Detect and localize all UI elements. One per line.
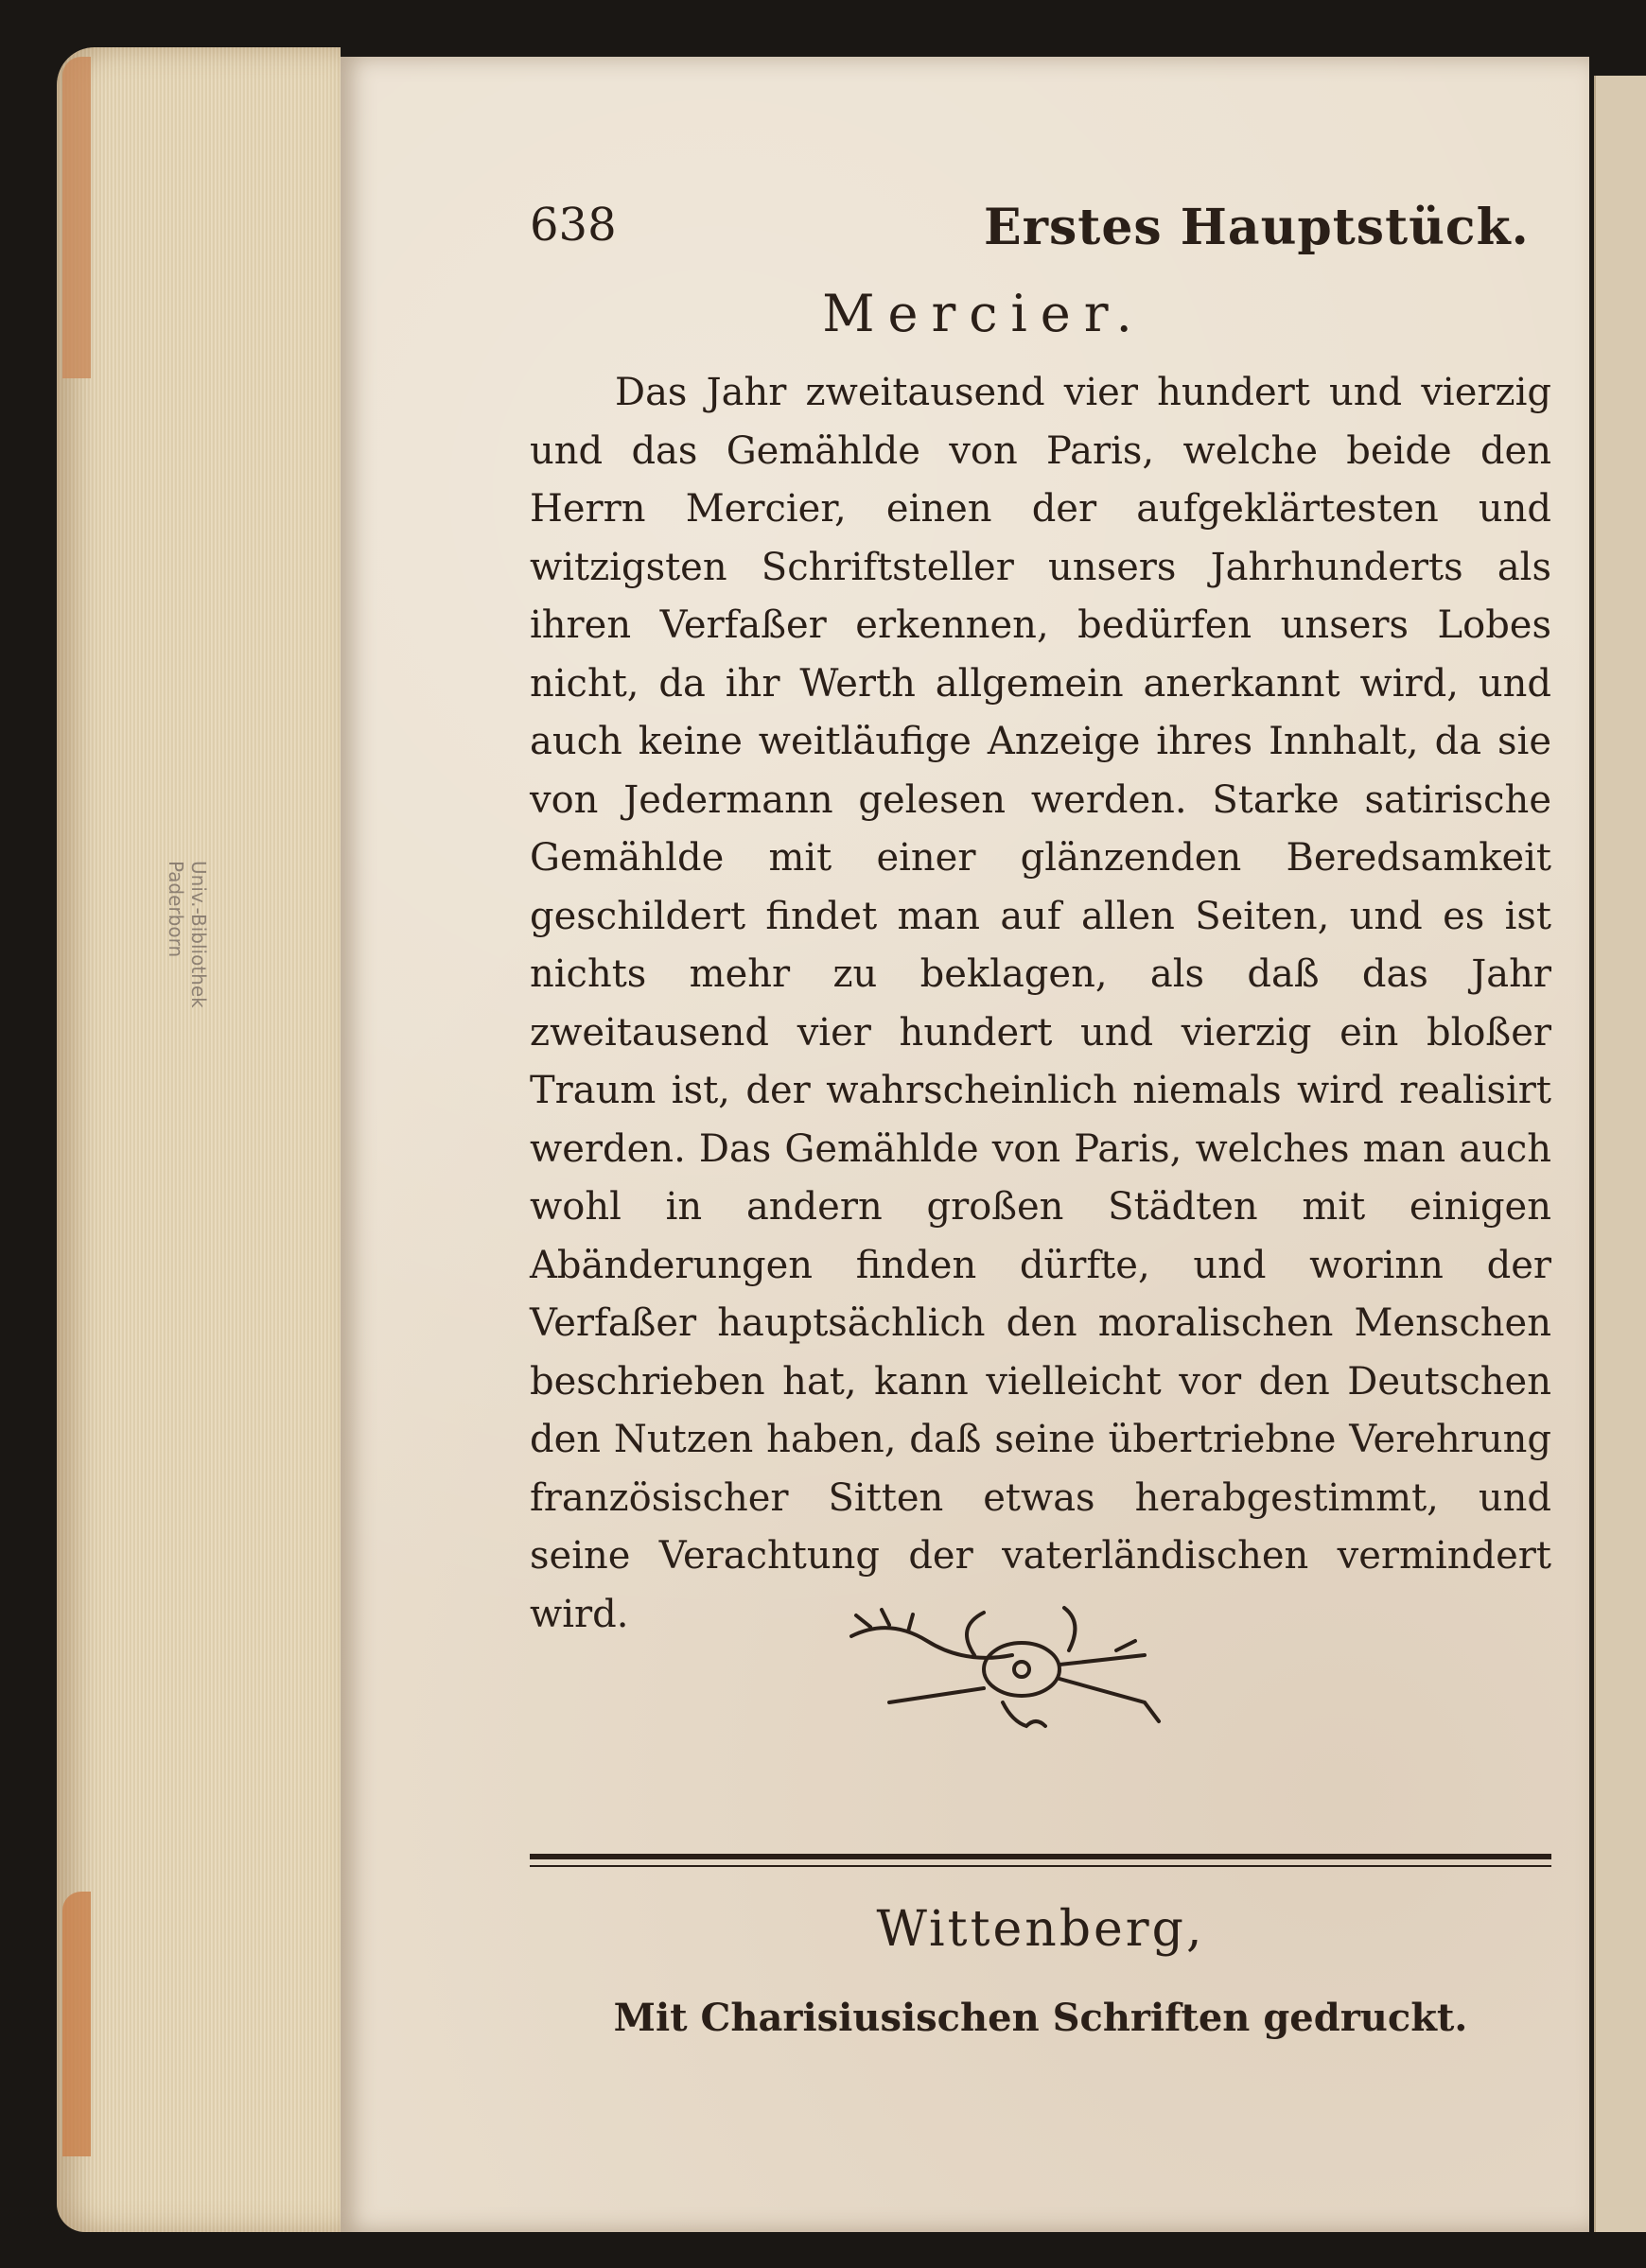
book-page [341,57,1589,2232]
running-head: Erstes Hauptstück. [984,199,1530,256]
facing-page-edge [1594,76,1646,2232]
binding-corner-top [62,57,91,378]
library-stamp-line2: Paderborn [165,861,187,958]
book-fore-edge [57,47,341,2232]
binding-corner-bottom [62,1892,91,2156]
imprint-city: Wittenberg, [876,1901,1205,1958]
page-header [530,199,1551,265]
library-stamp-line1: Univ.-Bibliothek [187,861,210,1008]
imprint-printer: Mit Charisiusischen Schriften gedruckt. [613,1996,1468,2040]
body-paragraph: Das Jahr zweitausend vier hundert und vierzig und das Gemählde von Paris, welche beide den Herrn Mercier, einen der aufgeklärtesten und witzigsten Schriftsteller unsers Jahrhunderts als ihren Verfaßer erkennen, bedürfen unsers Lobes nicht, da ihr Werth allgemein anerkannt wird, und auch keine weitläufige Anzeige ihres Innhalt, da sie von Jedermann gelesen werden. Starke satirische Gemählde mit einer glänzenden Beredsamkeit geschildert findet man auf allen Seiten, und es ist nichts mehr zu beklagen, als daß das Jahr zweitausend vier hundert und vierzig ein bloßer Traum ist, der wahrscheinlich niemals wird realisirt werden. Das Gemählde von Paris, welches man auch wohl in andern großen Städten mit einigen Abänderungen finden dürfte, und worinn der Verfaßer hauptsächlich den moralischen Menschen beschrieben hat, kann vielleicht vor den Deutschen den Nutzen haben, daß seine übertriebne Verehrung französischer Sitten etwas herabgestimmt, und seine Verachtung der vaterländischen vermindert wird. [530,371,1551,1636]
page-number: 638 [530,199,617,252]
imprint-rule-thin [530,1865,1551,1867]
library-stamp [165,861,210,1008]
body-text [530,364,1551,1644]
imprint-rule [530,1854,1551,1859]
floral-vignette-icon [832,1598,1211,1740]
section-title: Mercier. [822,284,1146,343]
